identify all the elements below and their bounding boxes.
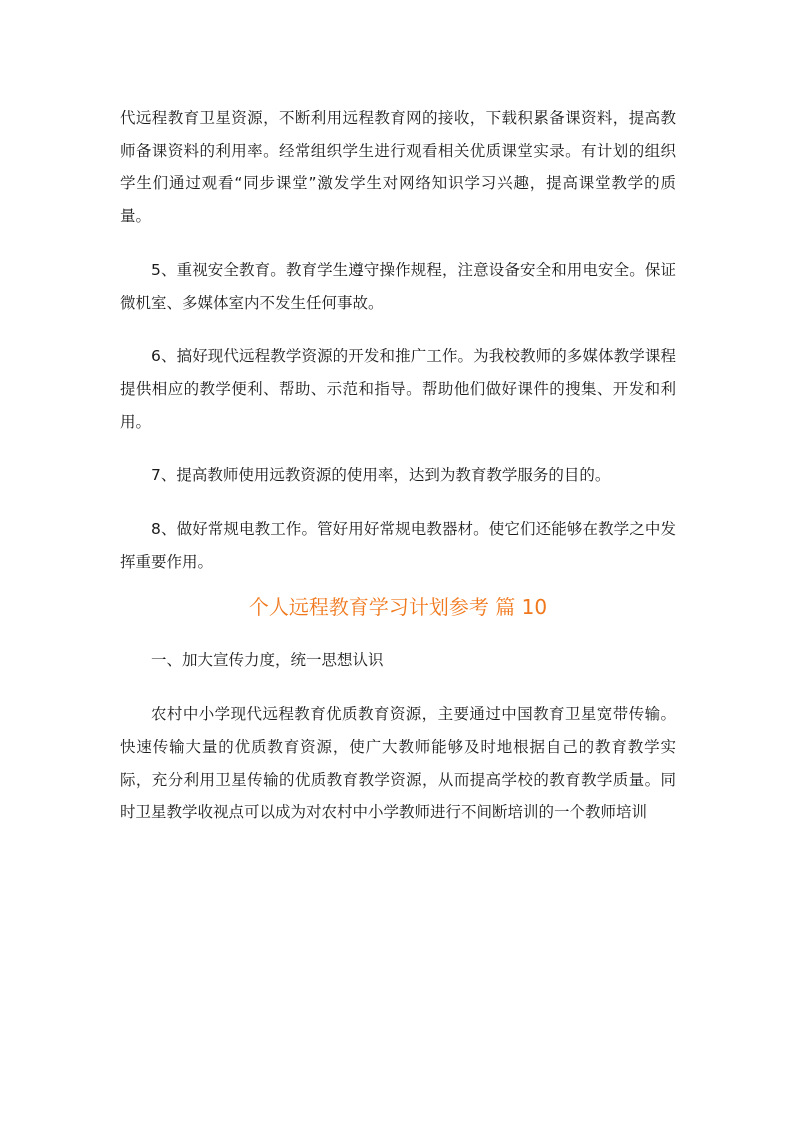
subheading-publicity: 一、加大宣传力度，统一思想认识 [151,651,384,670]
paragraph-rural-education: 农村中小学现代远程教育优质教育资源，主要通过中国教育卫星宽带传输。快速传输大量的优质教育资源，使广大教师能够及时地根据自己的教育教学实际，充分利用卫星传输的优质教育教学资源，从而提高学校的教育教学质量。同时卫星教学收视点可以成为对农村中小学教师进行不间断培训的一个教师培训 [120,705,676,822]
document-page [120,102,676,829]
section-title: 个人远程教育学习计划参考 篇 10 [248,595,548,620]
paragraph-item-5: 5、重视安全教育。教育学生遵守操作规程，注意设备安全和用电安全。保证微机室、多媒体室内不发生任何事故。 [120,260,676,312]
paragraph-item-8: 8、做好常规电教工作。管好用好常规电教器材。使它们还能够在教学之中发挥重要作用。 [120,520,676,571]
paragraph-continued: 代远程教育卫星资源，不断利用远程教育网的接收，下载积累备课资料，提高教师备课资料的利用率。经常组织学生进行观看相关优质课堂实录。有计划的组织学生们通过观看“同步课堂”激发学生对网络知识学习兴趣，提高课堂教学的质量。 [120,109,676,226]
paragraph-item-7: 7、提高教师使用远教资源的使用率，达到为教育教学服务的目的。 [151,466,611,485]
paragraph-item-6: 6、搞好现代远程教学资源的开发和推广工作。为我校教师的多媒体教学课程提供相应的教学便利、帮助、示范和指导。帮助他们做好课件的搜集、开发和利用。 [120,347,676,431]
